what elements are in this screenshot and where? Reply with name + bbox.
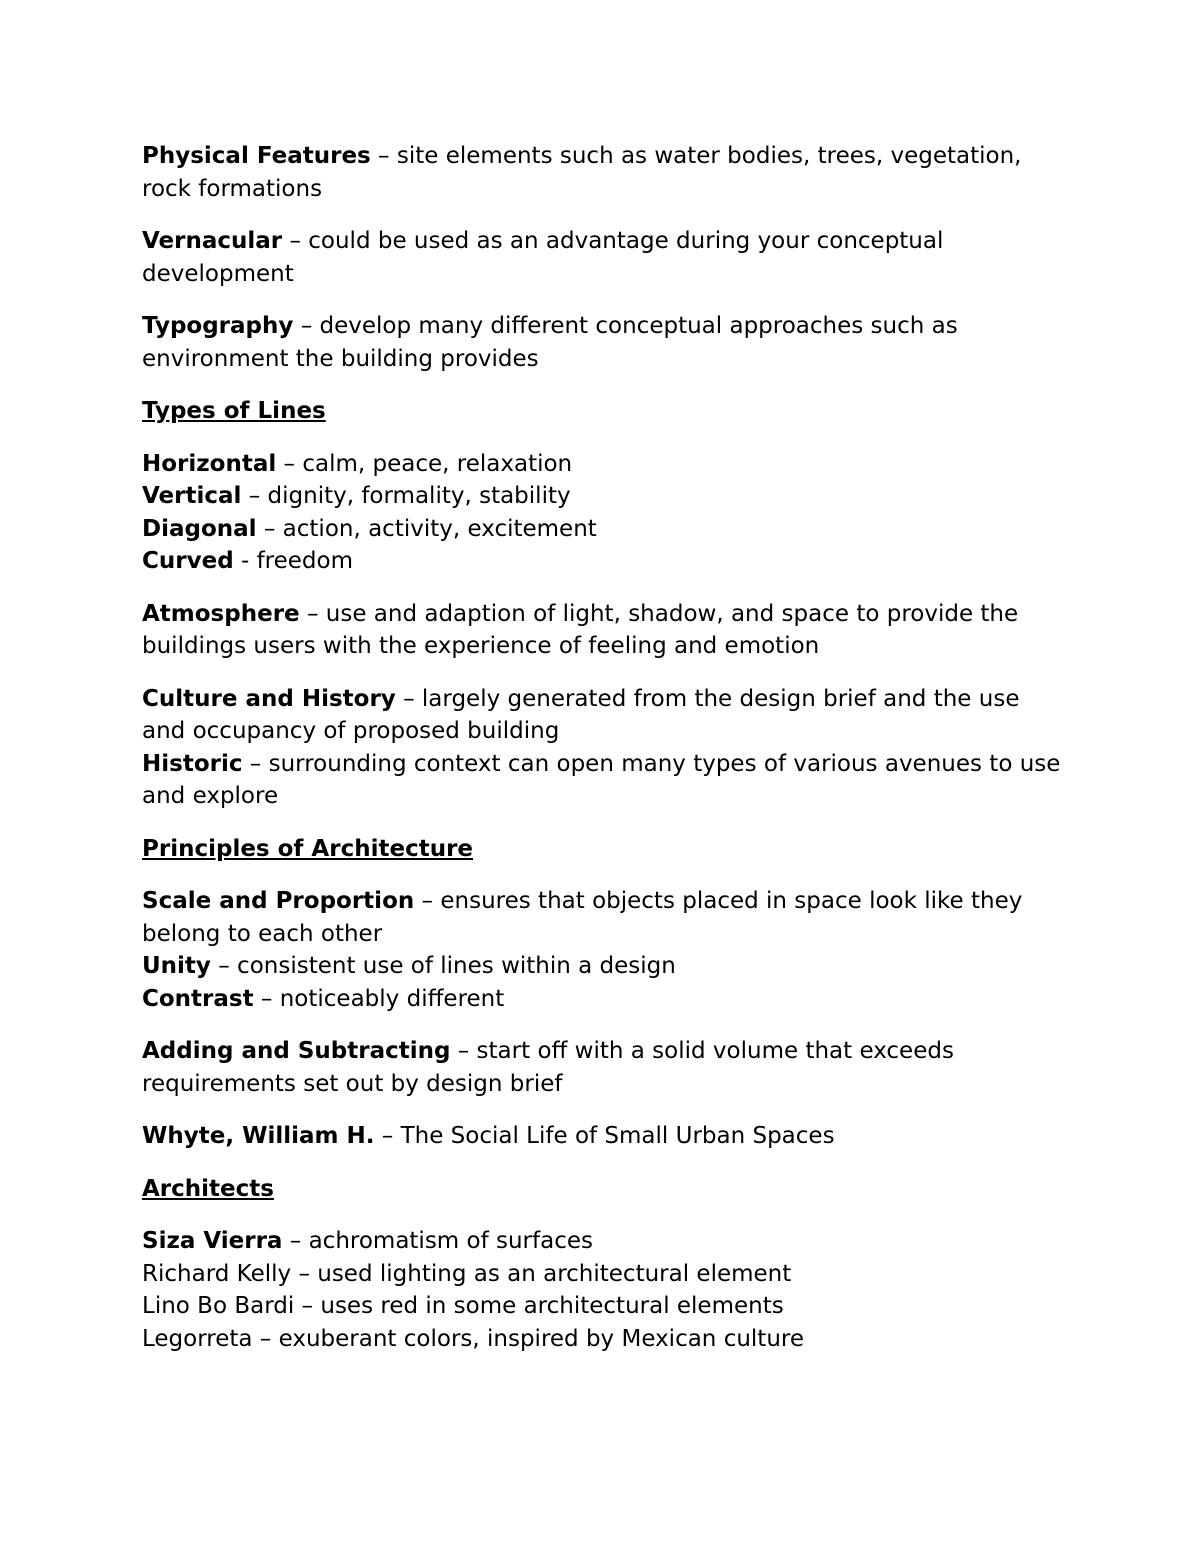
whyte-entry xyxy=(142,1120,1062,1153)
scale-desc: – ensures that objects placed in space look like they belong to each other xyxy=(142,888,1023,947)
kelly-line: Richard Kelly – used lighting as an architectural element xyxy=(142,1260,792,1287)
typography-term: Typography xyxy=(142,313,294,339)
whyte-desc: – The Social Life of Small Urban Spaces xyxy=(374,1123,835,1149)
document-page xyxy=(142,140,1062,1375)
siza-desc: – achromatism of surfaces xyxy=(282,1228,593,1254)
vernacular-entry xyxy=(142,225,1062,290)
line-term: Diagonal xyxy=(142,515,257,542)
line-desc: - freedom xyxy=(233,548,354,574)
unity-term: Unity xyxy=(142,953,211,979)
culture-history-entry xyxy=(142,683,1062,813)
siza-line xyxy=(142,1225,1062,1258)
whyte-term: Whyte, William H. xyxy=(142,1123,375,1149)
line-desc: – action, activity, excitement xyxy=(256,515,597,542)
line-term: Curved xyxy=(142,548,234,574)
typography-entry xyxy=(142,310,1062,375)
line-diagonal xyxy=(142,513,1062,546)
culture-term: Culture and History xyxy=(142,685,396,712)
unity-line xyxy=(142,950,1062,983)
legorreta-line: Legorreta – exuberant colors, inspired by Mexican culture xyxy=(142,1325,805,1352)
architects-heading: Architects xyxy=(142,1175,274,1202)
physical-features-term: Physical Features xyxy=(142,143,371,169)
siza-term: Siza Vierra xyxy=(142,1228,283,1254)
line-term: Vertical xyxy=(142,483,242,509)
line-desc: – calm, peace, relaxation xyxy=(276,450,573,477)
physical-features-desc: – site elements such as water bodies, trees, vegetation, rock formations xyxy=(142,143,1022,202)
scale-term: Scale and Proportion xyxy=(142,888,415,914)
atmosphere-term: Atmosphere xyxy=(142,600,300,627)
historic-line xyxy=(142,748,1062,813)
typography-desc: – develop many different conceptual approaches such as environment the building provides xyxy=(142,313,958,372)
physical-features-entry xyxy=(142,140,1062,205)
architects-list xyxy=(142,1225,1062,1355)
line-curved xyxy=(142,545,1062,578)
principles-list xyxy=(142,885,1062,1015)
vernacular-term: Vernacular xyxy=(142,228,283,254)
adding-term: Adding and Subtracting xyxy=(142,1038,451,1064)
vernacular-desc: – could be used as an advantage during your conceptual development xyxy=(142,228,944,287)
unity-desc: – consistent use of lines within a design xyxy=(210,953,676,979)
bardi-line: Lino Bo Bardi – uses red in some architectural elements xyxy=(142,1293,784,1319)
contrast-line xyxy=(142,983,1062,1016)
lines-list xyxy=(142,448,1062,578)
adding-desc: – start off with a solid volume that exceeds requirements set out by design brief xyxy=(142,1038,954,1097)
atmosphere-entry xyxy=(142,598,1062,663)
historic-desc: – surrounding context can open many types of various avenues to use and explore xyxy=(142,750,1061,809)
contrast-term: Contrast xyxy=(142,985,254,1012)
types-of-lines-heading: Types of Lines xyxy=(142,398,326,424)
scale-line xyxy=(142,885,1062,950)
line-term: Horizontal xyxy=(142,450,277,477)
atmosphere-desc: – use and adaption of light, shadow, and space to provide the buildings users with the experience of feeling and emotion xyxy=(142,600,1019,659)
line-horizontal xyxy=(142,448,1062,481)
adding-subtracting-entry xyxy=(142,1035,1062,1100)
culture-desc: – largely generated from the design brief and the use and occupancy of proposed building xyxy=(142,685,1020,744)
culture-line xyxy=(142,683,1062,748)
historic-term: Historic xyxy=(142,750,243,777)
principles-heading: Principles of Architecture xyxy=(142,835,474,862)
line-vertical xyxy=(142,480,1062,513)
line-desc: – dignity, formality, stability xyxy=(241,483,571,509)
contrast-desc: – noticeably different xyxy=(253,985,505,1012)
